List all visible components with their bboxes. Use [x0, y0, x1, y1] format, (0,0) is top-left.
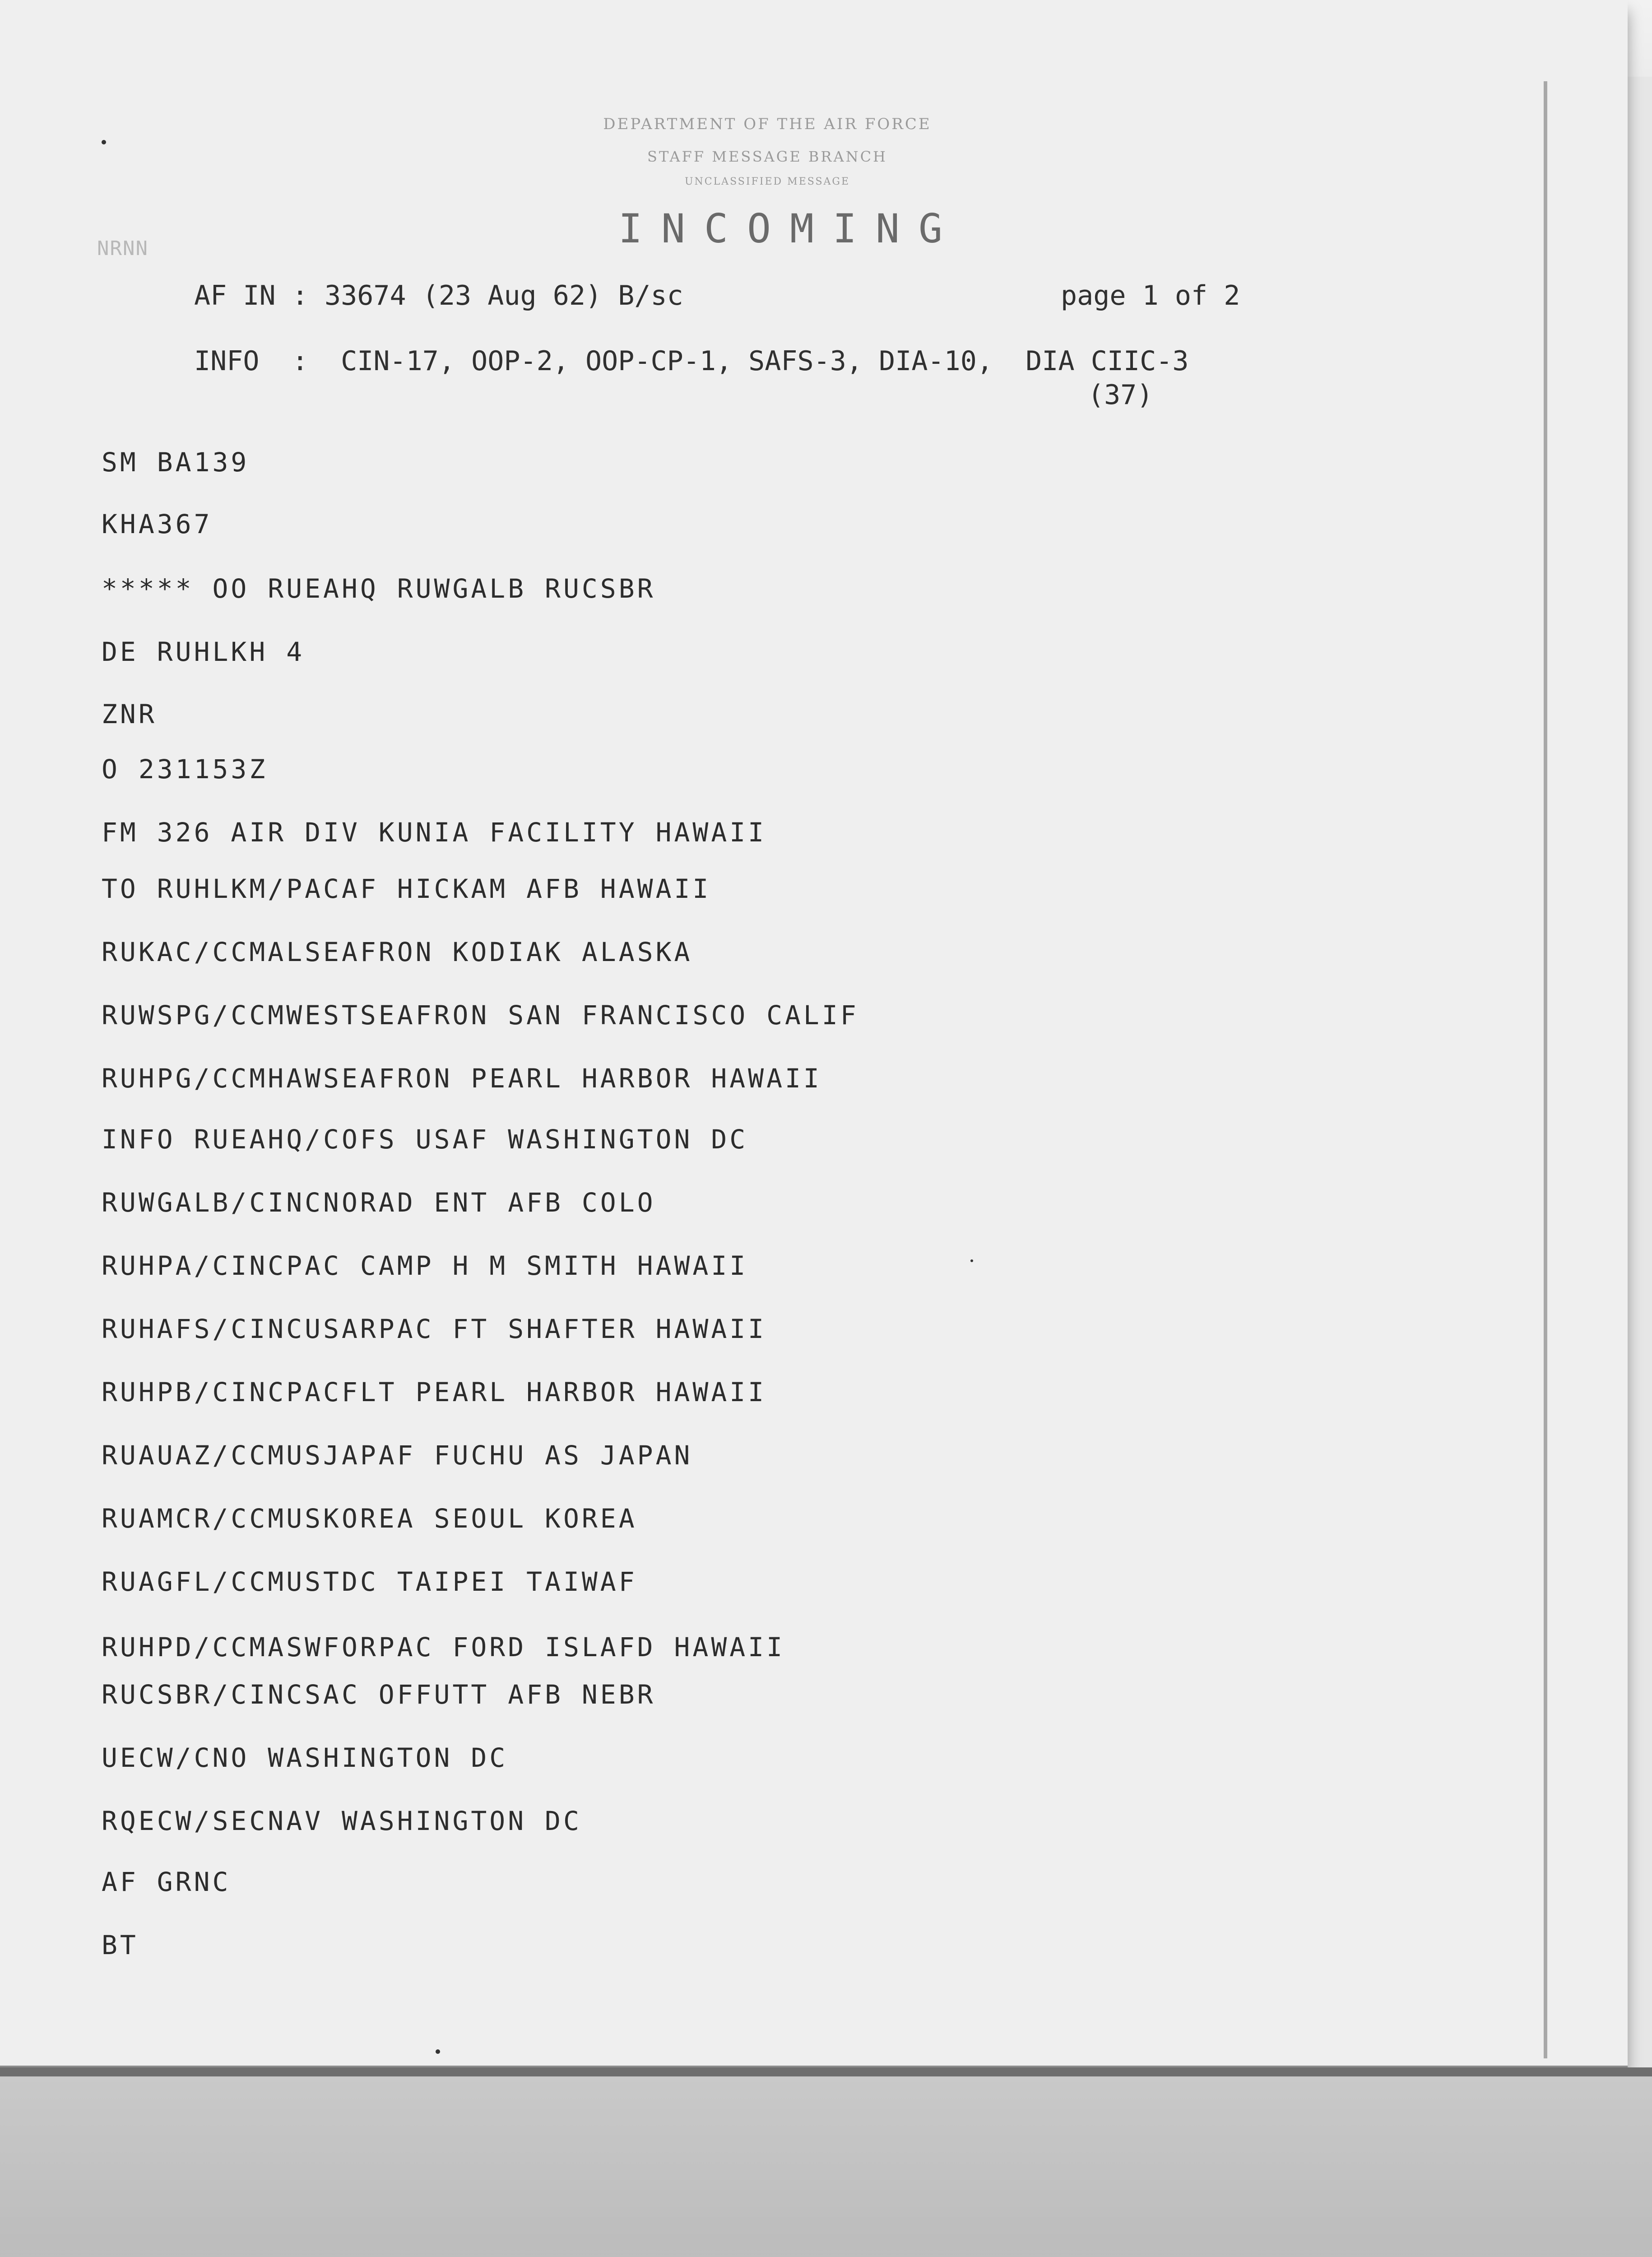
message-line: FM 326 AIR DIV KUNIA FACILITY HAWAII — [102, 817, 767, 848]
message-line: RUHPB/CINCPACFLT PEARL HARBOR HAWAII — [102, 1377, 767, 1407]
faint-stamp: NRNN — [97, 237, 148, 260]
message-line: UECW/CNO WASHINGTON DC — [102, 1742, 508, 1773]
message-line: ***** OO RUEAHQ RUWGALB RUCSBR — [102, 573, 656, 604]
letterhead-classification: UNCLASSIFIED MESSAGE — [684, 176, 850, 187]
message-line: BT — [102, 1930, 139, 1960]
film-speck — [970, 1259, 973, 1262]
page-edge — [1544, 81, 1547, 2058]
letterhead-branch: STAFF MESSAGE BRANCH — [647, 148, 887, 165]
message-line: RQECW/SECNAV WASHINGTON DC — [102, 1806, 582, 1836]
message-line: RUHPG/CCMHAWSEAFRON PEARL HARBOR HAWAII — [102, 1063, 822, 1094]
photo-background-bottom — [0, 2076, 1652, 2257]
message-line: O 231153Z — [102, 754, 268, 785]
film-speck — [436, 2049, 440, 2054]
message-line: RUCSBR/CINCSAC OFFUTT AFB NEBR — [102, 1679, 656, 1710]
distribution-count: (37) — [1088, 379, 1153, 411]
message-line: RUHPA/CINCPAC CAMP H M SMITH HAWAII — [102, 1250, 748, 1281]
message-line: RUAGFL/CCMUSTDC TAIPEI TAIWAF — [102, 1566, 637, 1597]
message-line: RUWSPG/CCMWESTSEAFRON SAN FRANCISCO CALIF — [102, 1000, 859, 1031]
letterhead-department: DEPARTMENT OF THE AIR FORCE — [603, 115, 932, 133]
page-indicator: page 1 of 2 — [1061, 280, 1240, 311]
message-line: SM BA139 — [102, 447, 250, 478]
message-line: RUHAFS/CINCUSARPAC FT SHAFTER HAWAII — [102, 1314, 767, 1344]
incoming-title: INCOMING — [618, 205, 961, 252]
film-speck — [102, 140, 106, 144]
info-distribution: INFO : CIN-17, OOP-2, OOP-CP-1, SAFS-3, DIA-10, DIA CIIC-3 — [194, 345, 1189, 377]
message-line: AF GRNC — [102, 1867, 231, 1897]
message-line: RUKAC/CCMALSEAFRON KODIAK ALASKA — [102, 937, 693, 967]
message-line: KHA367 — [102, 509, 213, 539]
message-line: RUAMCR/CCMUSKOREA SEOUL KOREA — [102, 1503, 637, 1534]
message-line: RUAUAZ/CCMUSJAPAF FUCHU AS JAPAN — [102, 1440, 693, 1471]
message-line: TO RUHLKM/PACAF HICKAM AFB HAWAII — [102, 873, 711, 904]
message-line: RUHPD/CCMASWFORPAC FORD ISLAFD HAWAII — [102, 1632, 785, 1663]
message-line: ZNR — [102, 699, 157, 729]
message-line: INFO RUEAHQ/COFS USAF WASHINGTON DC — [102, 1124, 748, 1155]
af-in-reference: AF IN : 33674 (23 Aug 62) B/sc — [194, 280, 683, 311]
message-line: DE RUHLKH 4 — [102, 636, 305, 667]
message-line: RUWGALB/CINCNORAD ENT AFB COLO — [102, 1187, 656, 1218]
